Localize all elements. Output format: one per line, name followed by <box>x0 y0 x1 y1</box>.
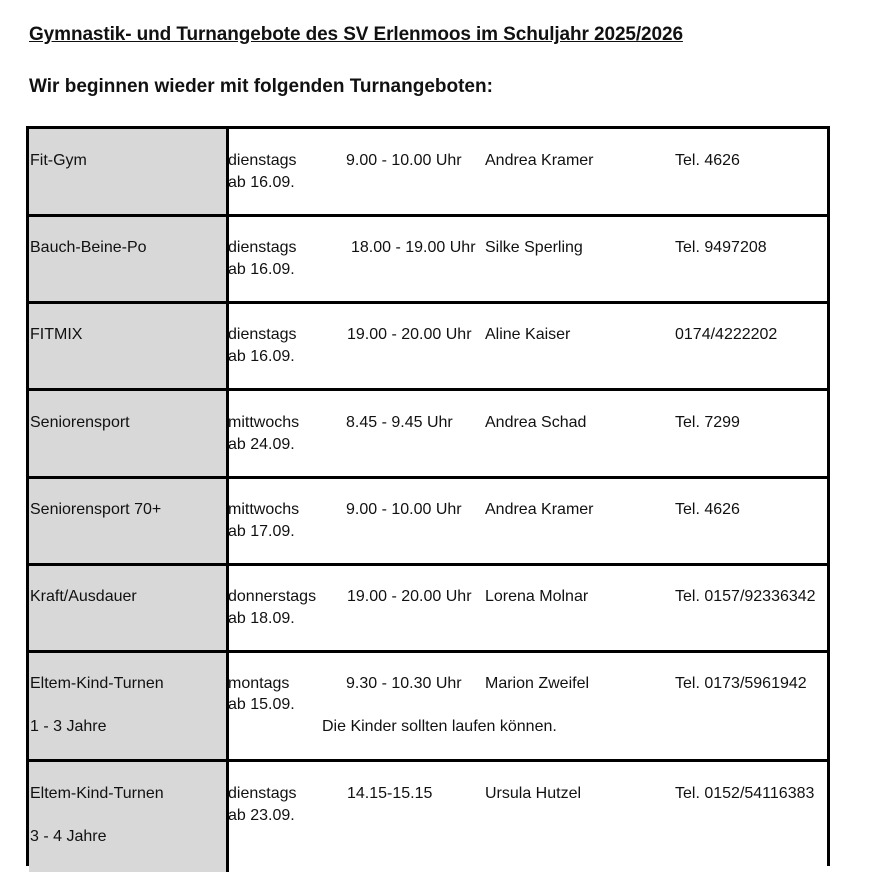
offer-age: 3 - 4 Jahre <box>30 828 107 845</box>
offer-start: ab 23.09. <box>228 807 295 824</box>
document-subtitle: Wir beginnen wieder mit folgenden Turnangeboten: <box>29 76 493 97</box>
offer-day: mittwochs <box>228 414 300 431</box>
offer-time: 18.00 - 19.00 Uhr <box>351 239 476 256</box>
offer-phone: 0174/4222202 <box>675 326 778 343</box>
offer-start: ab 24.09. <box>228 436 295 453</box>
offer-name: Kraft/Ausdauer <box>30 588 137 605</box>
offer-time: 9.00 - 10.00 Uhr <box>346 501 462 518</box>
category-cell <box>29 479 229 563</box>
offer-name: FITMIX <box>30 326 83 343</box>
table-row <box>29 653 827 762</box>
offer-phone: Tel. 0152/54116383 <box>675 785 815 802</box>
category-cell <box>29 653 229 759</box>
offer-time: 19.00 - 20.00 Uhr <box>347 588 472 605</box>
offer-phone: Tel. 0173/5961942 <box>675 675 807 692</box>
offer-start: ab 18.09. <box>228 610 295 627</box>
offer-name: Eltem-Kind-Turnen <box>30 785 164 802</box>
category-cell <box>29 217 229 301</box>
table-row <box>29 566 827 653</box>
offer-day: dienstags <box>228 326 297 343</box>
offer-name: Bauch-Beine-Po <box>30 239 147 256</box>
offer-phone: Tel. 4626 <box>675 152 740 169</box>
table-row <box>29 762 827 872</box>
offer-day: donnerstags <box>228 588 317 605</box>
offer-start: ab 16.09. <box>228 261 295 278</box>
offer-time: 8.45 - 9.45 Uhr <box>346 414 453 431</box>
offer-day: mittwochs <box>228 501 300 518</box>
category-cell <box>29 391 229 476</box>
offer-time: 19.00 - 20.00 Uhr <box>347 326 472 343</box>
offer-name: Eltem-Kind-Turnen <box>30 675 164 692</box>
offer-instructor: Aline Kaiser <box>485 326 571 343</box>
offer-instructor: Andrea Kramer <box>485 501 594 518</box>
offer-day: dienstags <box>228 785 297 802</box>
offers-table <box>26 126 830 866</box>
offer-day: dienstags <box>228 239 297 256</box>
offer-name: Seniorensport <box>30 414 130 431</box>
table-row <box>29 304 827 391</box>
offer-instructor: Andrea Schad <box>485 414 587 431</box>
category-cell <box>29 304 229 388</box>
table-row <box>29 217 827 304</box>
offer-start: ab 16.09. <box>228 174 295 191</box>
document-title: Gymnastik- und Turnangebote des SV Erlenmoos im Schuljahr 2025/2026 <box>29 24 683 45</box>
offer-instructor: Ursula Hutzel <box>485 785 582 802</box>
offer-day: montags <box>228 675 290 692</box>
offer-time: 9.00 - 10.00 Uhr <box>346 152 462 169</box>
offer-instructor: Lorena Molnar <box>485 588 589 605</box>
offer-instructor: Silke Sperling <box>485 239 583 256</box>
offer-note: Die Kinder sollten laufen können. <box>322 718 557 735</box>
offer-start: ab 17.09. <box>228 523 295 540</box>
offer-instructor: Marion Zweifel <box>485 675 590 692</box>
category-cell <box>29 129 229 214</box>
offer-phone: Tel. 4626 <box>675 501 740 518</box>
table-row <box>29 391 827 479</box>
offer-start: ab 16.09. <box>228 348 295 365</box>
offer-phone: Tel. 7299 <box>675 414 740 431</box>
offer-phone: Tel. 0157/92336342 <box>675 588 816 605</box>
offer-phone: Tel. 9497208 <box>675 239 767 256</box>
offer-time: 14.15-15.15 <box>347 785 433 802</box>
offer-day: dienstags <box>228 152 297 169</box>
offer-time: 9.30 - 10.30 Uhr <box>346 675 462 692</box>
offer-name: Seniorensport 70+ <box>30 501 162 518</box>
offer-age: 1 - 3 Jahre <box>30 718 107 735</box>
offer-start: ab 15.09. <box>228 696 295 713</box>
offer-name: Fit-Gym <box>30 152 87 169</box>
category-cell <box>29 762 229 872</box>
offer-instructor: Andrea Kramer <box>485 152 594 169</box>
category-cell <box>29 566 229 650</box>
table-row <box>29 479 827 566</box>
table-row <box>29 129 827 217</box>
